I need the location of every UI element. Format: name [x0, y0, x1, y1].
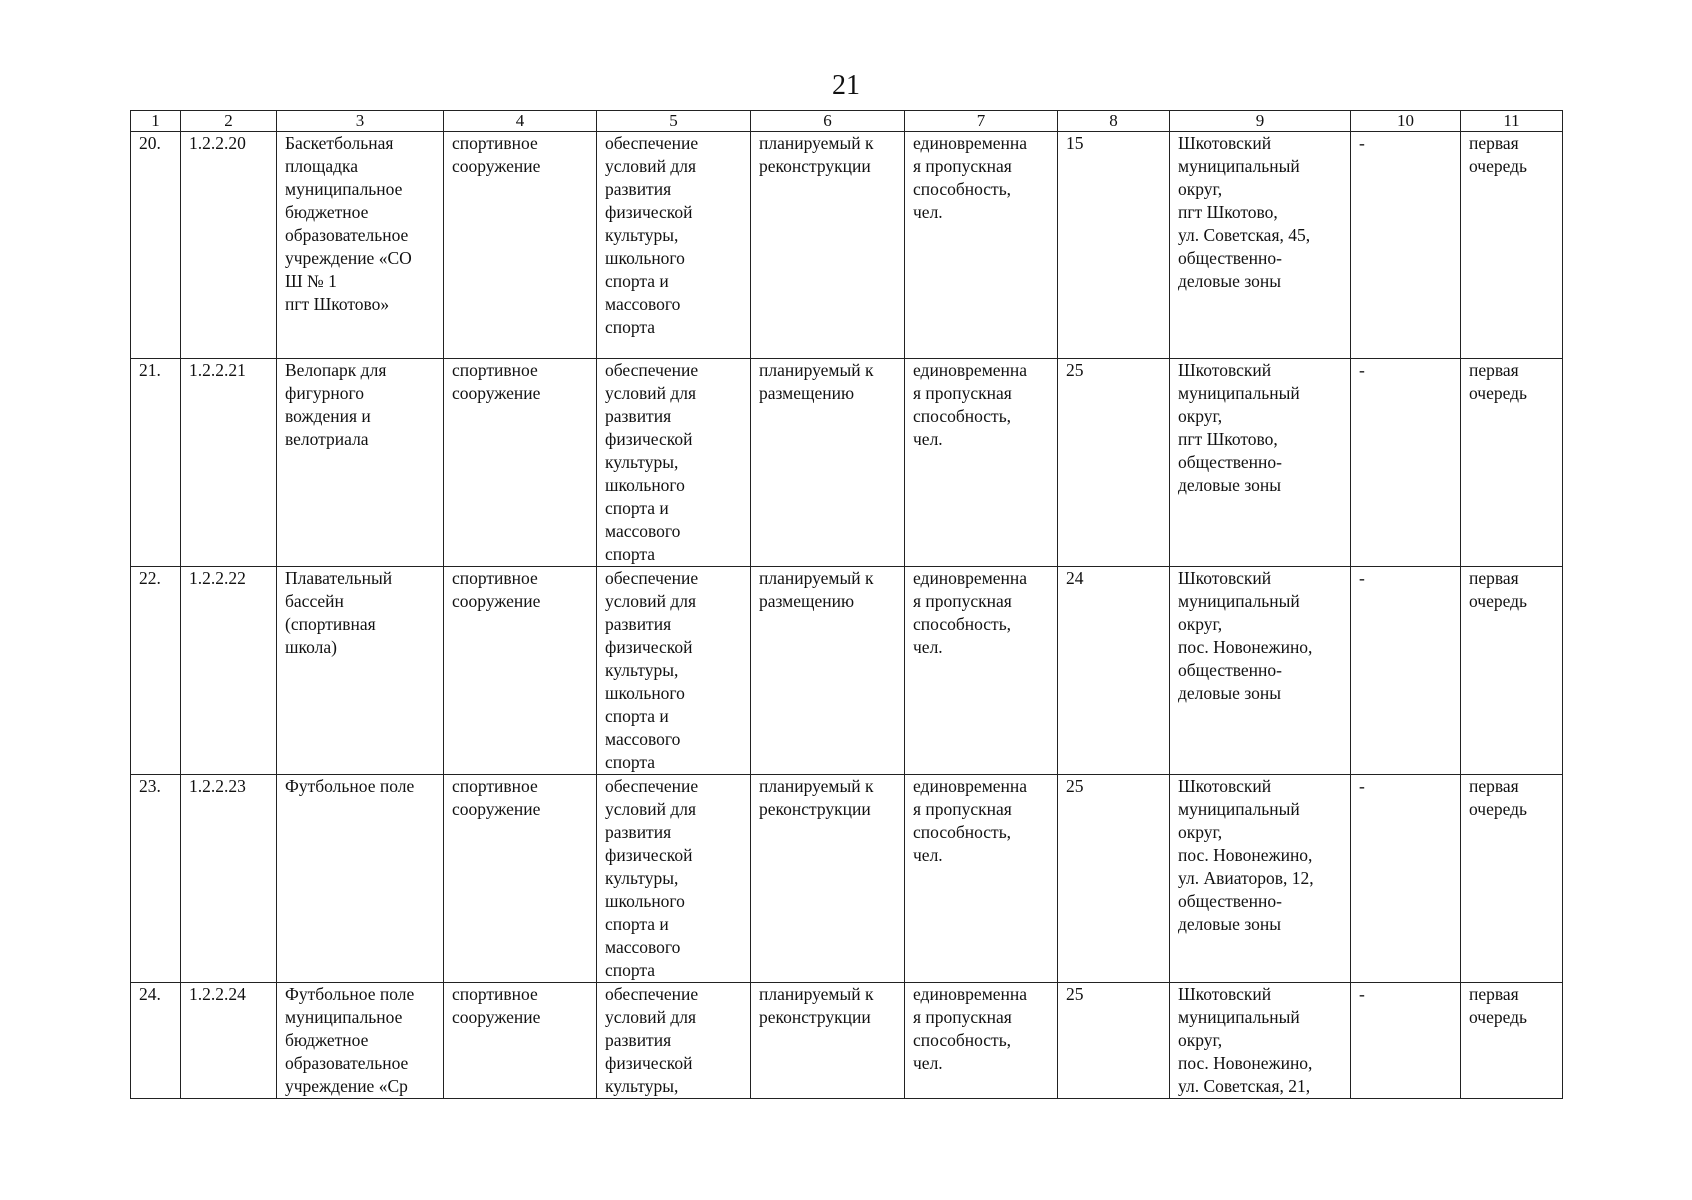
object-value: 24: [1058, 567, 1170, 775]
object-purpose: обеспечение условий для развития физической культуры,: [597, 983, 751, 1099]
object-priority: первая очередь: [1461, 132, 1563, 359]
object-name: Футбольное поле: [277, 775, 444, 983]
column-number: 6: [751, 111, 905, 132]
object-value: 25: [1058, 983, 1170, 1099]
row-number: 22.: [131, 567, 181, 775]
column-number: 11: [1461, 111, 1563, 132]
object-name: Велопарк для фигурного вождения и велотриала: [277, 359, 444, 567]
row-number: 21.: [131, 359, 181, 567]
object-name: Футбольное поле муниципальное бюджетное образовательное учреждение «Ср: [277, 983, 444, 1099]
object-characteristic: единовременна я пропускная способность, чел.: [905, 983, 1058, 1099]
object-zone: -: [1351, 359, 1461, 567]
object-status: планируемый к реконструкции: [751, 983, 905, 1099]
object-code: 1.2.2.23: [181, 775, 277, 983]
object-status: планируемый к реконструкции: [751, 775, 905, 983]
object-priority: первая очередь: [1461, 567, 1563, 775]
object-location: Шкотовский муниципальный округ, пос. Новонежино, общественно- деловые зоны: [1170, 567, 1351, 775]
column-number: 9: [1170, 111, 1351, 132]
object-purpose: обеспечение условий для развития физической культуры, школьного спорта и массового спорта: [597, 132, 751, 359]
object-priority: первая очередь: [1461, 775, 1563, 983]
object-status: планируемый к размещению: [751, 359, 905, 567]
object-zone: -: [1351, 567, 1461, 775]
object-priority: первая очередь: [1461, 983, 1563, 1099]
object-location: Шкотовский муниципальный округ, пос. Новонежино, ул. Советская, 21,: [1170, 983, 1351, 1099]
object-characteristic: единовременна я пропускная способность, чел.: [905, 775, 1058, 983]
column-number-row: [131, 111, 1563, 132]
object-name: Баскетбольная площадка муниципальное бюджетное образовательное учреждение «СО Ш № 1 пгт Шкотово»: [277, 132, 444, 359]
column-number: 4: [444, 111, 597, 132]
column-number: 5: [597, 111, 751, 132]
object-purpose: обеспечение условий для развития физической культуры, школьного спорта и массового спорта: [597, 567, 751, 775]
object-priority: первая очередь: [1461, 359, 1563, 567]
object-code: 1.2.2.24: [181, 983, 277, 1099]
object-type: спортивное сооружение: [444, 132, 597, 359]
row-number: 23.: [131, 775, 181, 983]
object-type: спортивное сооружение: [444, 359, 597, 567]
column-number: 7: [905, 111, 1058, 132]
object-value: 15: [1058, 132, 1170, 359]
object-value: 25: [1058, 359, 1170, 567]
object-zone: -: [1351, 983, 1461, 1099]
table-row: [131, 132, 1563, 359]
object-code: 1.2.2.21: [181, 359, 277, 567]
object-zone: -: [1351, 132, 1461, 359]
object-code: 1.2.2.20: [181, 132, 277, 359]
object-characteristic: единовременна я пропускная способность, чел.: [905, 567, 1058, 775]
object-purpose: обеспечение условий для развития физической культуры, школьного спорта и массового спорта: [597, 775, 751, 983]
object-location: Шкотовский муниципальный округ, пгт Шкотово, общественно- деловые зоны: [1170, 359, 1351, 567]
column-number: 10: [1351, 111, 1461, 132]
object-location: Шкотовский муниципальный округ, пгт Шкотово, ул. Советская, 45, общественно- деловые зоны: [1170, 132, 1351, 359]
column-number: 2: [181, 111, 277, 132]
column-number: 3: [277, 111, 444, 132]
table-row: [131, 567, 1563, 775]
row-number: 24.: [131, 983, 181, 1099]
object-code: 1.2.2.22: [181, 567, 277, 775]
object-characteristic: единовременна я пропускная способность, чел.: [905, 132, 1058, 359]
object-zone: -: [1351, 775, 1461, 983]
table-row: [131, 775, 1563, 983]
object-purpose: обеспечение условий для развития физической культуры, школьного спорта и массового спорта: [597, 359, 751, 567]
object-type: спортивное сооружение: [444, 983, 597, 1099]
object-value: 25: [1058, 775, 1170, 983]
object-status: планируемый к размещению: [751, 567, 905, 775]
object-characteristic: единовременна я пропускная способность, чел.: [905, 359, 1058, 567]
object-type: спортивное сооружение: [444, 567, 597, 775]
objects-table: [130, 110, 1563, 1099]
page-number: 21: [832, 70, 860, 101]
column-number: 8: [1058, 111, 1170, 132]
object-location: Шкотовский муниципальный округ, пос. Новонежино, ул. Авиаторов, 12, общественно- деловые зоны: [1170, 775, 1351, 983]
table-row: [131, 983, 1563, 1099]
table-row: [131, 359, 1563, 567]
column-number: 1: [131, 111, 181, 132]
row-number: 20.: [131, 132, 181, 359]
object-name: Плавательный бассейн (спортивная школа): [277, 567, 444, 775]
object-status: планируемый к реконструкции: [751, 132, 905, 359]
object-type: спортивное сооружение: [444, 775, 597, 983]
